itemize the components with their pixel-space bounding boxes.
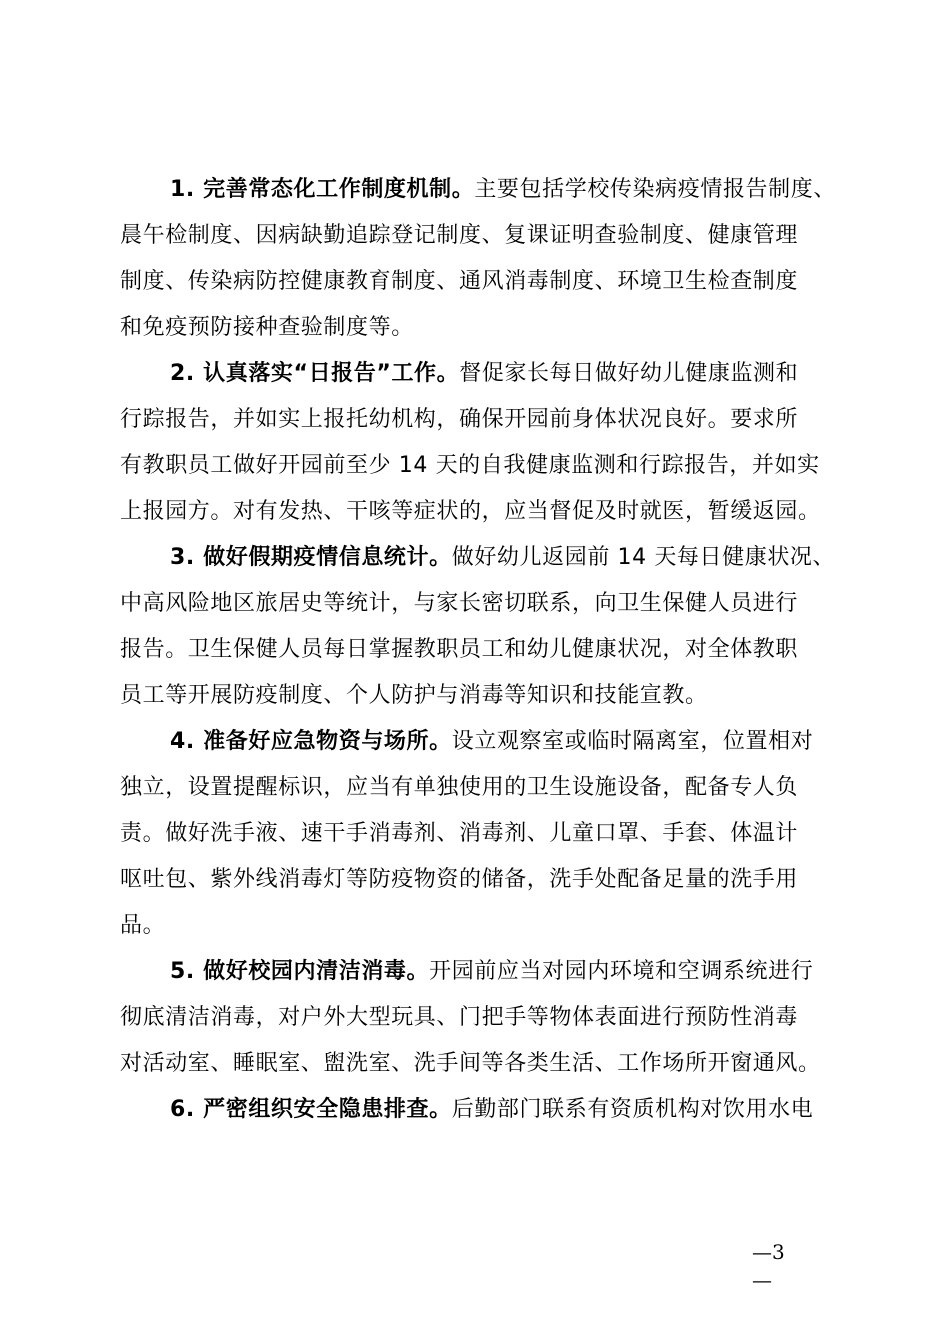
paragraph-1-line-4: 和免疫预防接种查验制度等。 xyxy=(120,315,414,340)
paragraph-5-line-1 xyxy=(170,957,813,987)
paragraph-4-line-3: 责。做好洗手液、速干手消毒剂、消毒剂、儿童口罩、手套、体温计 xyxy=(120,821,799,846)
paragraph-1-line-3: 制度、传染病防控健康教育制度、通风消毒制度、环境卫生检查制度 xyxy=(120,269,799,294)
paragraph-3-heading: 3. 做好假期疫情信息统计。 xyxy=(170,545,452,570)
paragraph-1-text: 主要包括学校传染病疫情报告制度、 xyxy=(474,177,836,202)
paragraph-5-text: 开园前应当对园内环境和空调系统进行 xyxy=(429,959,814,984)
paragraph-4-heading: 4. 准备好应急物资与场所。 xyxy=(170,729,452,754)
paragraph-1-line-2: 晨午检制度、因病缺勤追踪登记制度、复课证明查验制度、健康管理 xyxy=(120,223,799,248)
paragraph-1-heading: 1. 完善常态化工作制度机制。 xyxy=(170,177,475,202)
paragraph-2-line-2: 行踪报告，并如实上报托幼机构，确保开园前身体状况良好。要求所 xyxy=(120,407,799,432)
paragraph-5-line-3: 对活动室、睡眠室、盥洗室、洗手间等各类生活、工作场所开窗通风。 xyxy=(120,1051,821,1076)
paragraph-1-line-1 xyxy=(170,175,836,205)
paragraph-3-line-2: 中高风险地区旅居史等统计，与家长密切联系，向卫生保健人员进行 xyxy=(120,591,799,616)
paragraph-4-line-1 xyxy=(170,727,813,757)
paragraph-3-text: 做好幼儿返园前 14 天每日健康状况、 xyxy=(451,545,836,570)
paragraph-2-heading: 2. 认真落实“日报告”工作。 xyxy=(170,361,460,386)
paragraph-4-line-5: 品。 xyxy=(120,913,166,938)
paragraph-2-line-3: 有教职员工做好开园前至少 14 天的自我健康监测和行踪报告，并如实 xyxy=(120,453,820,478)
paragraph-6-heading: 6. 严密组织安全隐患排查。 xyxy=(170,1097,452,1122)
paragraph-4-line-4: 呕吐包、紫外线消毒灯等防疫物资的储备，洗手处配备足量的洗手用 xyxy=(120,867,799,892)
paragraph-5-heading: 5. 做好校园内清洁消毒。 xyxy=(170,959,430,984)
paragraph-2-text: 督促家长每日做好幼儿健康监测和 xyxy=(459,361,799,386)
page-number-line-2: — xyxy=(752,1268,772,1292)
paragraph-2-line-4: 上报园方。对有发热、干咳等症状的，应当督促及时就医，暂缓返园。 xyxy=(120,499,821,524)
page-number-line-1: —3 xyxy=(752,1240,785,1264)
paragraph-3-line-4: 员工等开展防疫制度、个人防护与消毒等知识和技能宣教。 xyxy=(120,683,708,708)
paragraph-3-line-1 xyxy=(170,543,835,573)
paragraph-6-text: 后勤部门联系有资质机构对饮用水电 xyxy=(451,1097,814,1122)
paragraph-6-line-1 xyxy=(170,1095,813,1125)
paragraph-3-line-3: 报告。卫生保健人员每日掌握教职员工和幼儿健康状况，对全体教职 xyxy=(120,637,799,662)
paragraph-5-line-2: 彻底清洁消毒，对户外大型玩具、门把手等物体表面进行预防性消毒 xyxy=(120,1005,799,1030)
paragraph-2-line-1 xyxy=(170,359,798,389)
paragraph-4-text: 设立观察室或临时隔离室，位置相对 xyxy=(451,729,814,754)
paragraph-4-line-2: 独立，设置提醒标识，应当有单独使用的卫生设施设备，配备专人负 xyxy=(120,775,799,800)
